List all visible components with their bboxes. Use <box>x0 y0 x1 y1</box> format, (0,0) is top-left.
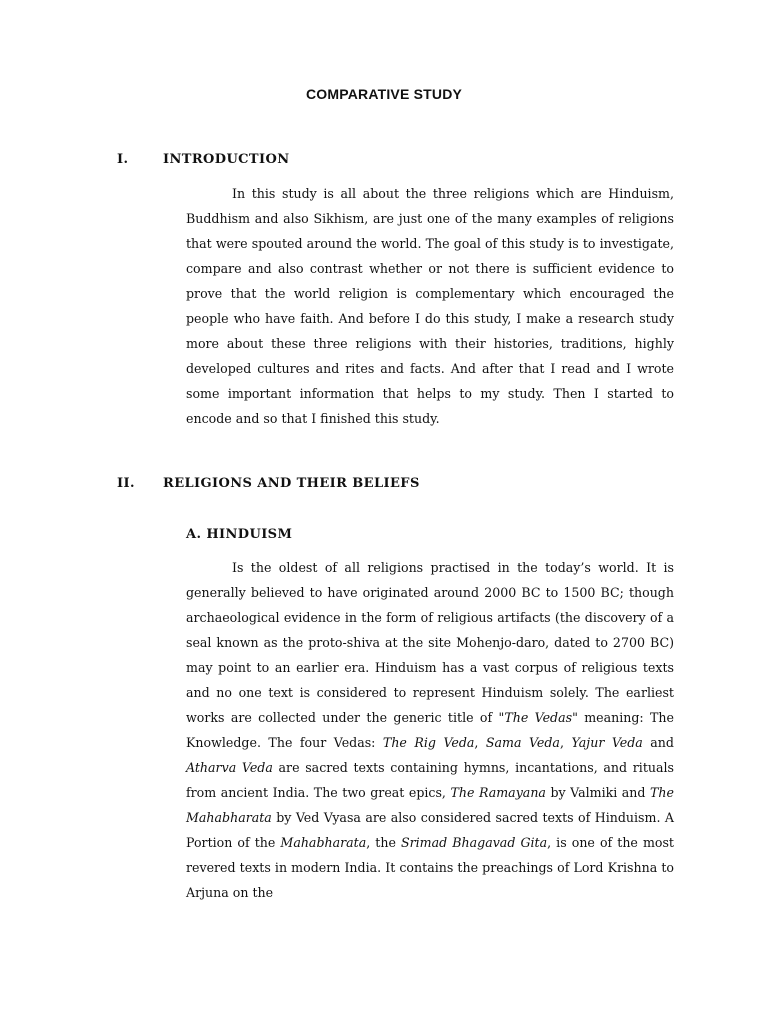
text-run: by Valmiki and <box>545 785 651 800</box>
italic-title: Sama Veda <box>485 735 560 750</box>
hinduism-paragraph <box>186 555 674 905</box>
subsection-heading-hinduism: A. HINDUISM <box>186 527 293 542</box>
italic-title: The Ramayana <box>450 785 546 800</box>
section-title: INTRODUCTION <box>163 152 290 167</box>
text-run: by Ved Vyasa are also considered sacred texts of Hinduism. A Portion of the <box>186 810 674 850</box>
paragraph-text <box>186 555 674 905</box>
document-title: COMPARATIVE STUDY <box>305 86 463 102</box>
text-run: , <box>559 735 572 750</box>
italic-title: The Mahabharata <box>186 785 674 825</box>
italic-title: Yajur Veda <box>571 735 643 750</box>
text-run: , <box>474 735 486 750</box>
text-run: Is the oldest of all religions practised in the today’s world. It is generally believed to have originated around 2000 BC to 1500 BC; though archaeological evidence in the form of religious artifacts (the discovery of a seal known as the proto-shiva at the site Mohenjo-daro, dated to 2700 BC) may point to an earlier era. Hinduism has a vast corpus of religious texts and no one text is considered to represent Hinduism solely. The earliest works are collected under the generic title of " <box>186 560 674 725</box>
italic-title: Srimad Bhagavad Gita <box>401 835 548 850</box>
text-run: are sacred texts containing hymns, incantations, and rituals from ancient India. The two great epics, <box>186 760 674 800</box>
italic-title: Mahabharata <box>280 835 367 850</box>
section-number: I. <box>117 152 129 167</box>
introduction-paragraph <box>186 181 674 431</box>
text-run: " meaning: The Knowledge. The four Vedas: <box>186 710 674 750</box>
italic-title: The Rig Veda <box>382 735 475 750</box>
paragraph-text: In this study is all about the three religions which are Hinduism, Buddhism and also Sikhism, are just one of the many examples of religions that were spouted around the world. The goal of this study is to investigate, compare and also contrast whether or not there is sufficient evidence to prove that the world religion is complementary which encouraged the people who have faith. And before I do this study, I make a research study more about these three religions with their histories, traditions, highly developed cultures and rites and facts. And after that I read and I wrote some important information that helps to my study. Then I started to encode and so that I finished this study. <box>186 186 674 426</box>
italic-title: The Vedas <box>504 710 573 725</box>
text-run: , is one of the most revered texts in modern India. It contains the preachings of Lord Krishna to Arjuna on the <box>186 835 674 900</box>
text-run: and <box>642 735 674 750</box>
section-title: RELIGIONS AND THEIR BELIEFS <box>163 476 420 491</box>
italic-title: Atharva Veda <box>186 760 273 775</box>
text-run: , the <box>366 835 401 850</box>
section-number: II. <box>117 476 135 491</box>
